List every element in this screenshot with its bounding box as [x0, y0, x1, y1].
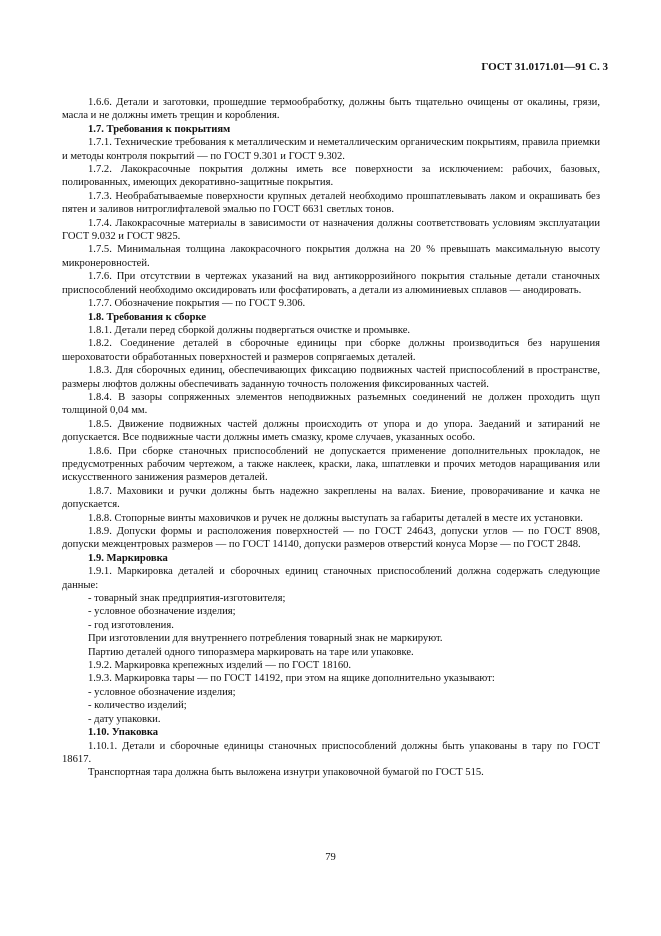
- paragraph: При изготовлении для внутреннего потребления товарный знак не маркируют.: [88, 633, 443, 645]
- paragraph: 1.7.7. Обозначение покрытия — по ГОСТ 9.306.: [88, 298, 306, 310]
- paragraph: 1.7.4. Лакокрасочные материалы в зависимости от назначения должны соответствовать условиям эксплуатации ГОСТ 9.032 и ГОСТ 9825.: [62, 217, 600, 243]
- paragraph: 1.9.1. Маркировка деталей и сборочных единиц станочных приспособлений должна содержать следующие данные:: [62, 566, 600, 591]
- paragraph: 1.8.6. При сборке станочных приспособлений не допускается применение дополнительных прокладок, не предусмотренных рабочим чертежом, а также наклеек, краски, лака, шпатлевки и прочих методов наращивания или искусственного занижения размеров деталей.: [62, 445, 600, 484]
- section-heading: 1.8. Требования к сборке: [88, 311, 207, 323]
- paragraph: 1.7.6. При отсутствии в чертежах указаний на вид антикоррозийного покрытия стальные детали станочных приспособлений необходимо оксидировать или фосфатировать, а детали из алюминиевых сплавов — анодировать.: [62, 271, 600, 296]
- list-item: - условное обозначение изделия;: [88, 606, 236, 618]
- paragraph: 1.7.2. Лакокрасочные покрытия должны иметь все поверхности за исключением: рабочих, базовых, полированных, имеющих декоративно-защитные покрытия.: [62, 164, 600, 189]
- paragraph: 1.8.7. Маховики и ручки должны быть надежно закреплены на валах. Биение, проворачивание и качка не допускается.: [62, 485, 600, 511]
- paragraph: Партию деталей одного типоразмера маркировать на таре или упаковке.: [88, 646, 414, 658]
- section-heading: 1.9. Маркировка: [88, 552, 168, 564]
- paragraph: 1.8.3. Для сборочных единиц, обеспечивающих фиксацию подвижных частей приспособлений в пространстве, размеры люфтов должны обеспечивать заданную точность положения фиксированных частей.: [62, 365, 600, 390]
- paragraph: 1.8.5. Движение подвижных частей должны происходить от упора и до упора. Заеданий и затираний не допускается. Все подвижные части должны иметь смазку, кроме случаев, указанных особо.: [62, 418, 600, 444]
- paragraph: 1.7.3. Необрабатываемые поверхности крупных деталей необходимо прошпатлевывать лаком и окрашивать без пятен и заливов нитроглифталевой эмалью по ГОСТ 6631 светлых тонов.: [62, 190, 600, 216]
- paragraph: 1.8.8. Стопорные винты маховичков и ручек не должны выступать за габариты деталей в месте их установки.: [88, 512, 583, 524]
- document-header-code: ГОСТ 31.0171.01—91 С. 3: [481, 61, 608, 73]
- paragraph: 1.7.5. Минимальная толщина лакокрасочного покрытия должна на 20 % превышать максимальную высоту микронеровностей.: [62, 244, 600, 269]
- list-item: - год изготовления.: [88, 619, 174, 631]
- list-item: - количество изделий;: [88, 700, 187, 712]
- list-item: - дату упаковки.: [88, 713, 161, 725]
- list-item: - товарный знак предприятия-изготовителя;: [88, 593, 286, 605]
- paragraph: 1.8.2. Соединение деталей в сборочные единицы при сборке должны производиться без нарушения шероховатости обработанных поверхностей и размеров сопрягаемых деталей.: [62, 338, 600, 363]
- list-item: - условное обозначение изделия;: [88, 686, 236, 698]
- section-heading: 1.10. Упаковка: [88, 727, 159, 739]
- paragraph: 1.8.1. Детали перед сборкой должны подвергаться очистке и промывке.: [88, 324, 411, 336]
- paragraph: 1.9.3. Маркировка тары — по ГОСТ 14192, при этом на ящике дополнительно указывают:: [88, 673, 495, 685]
- paragraph: 1.10.1. Детали и сборочные единицы станочных приспособлений должны быть упакованы в тару по ГОСТ 18617.: [62, 740, 600, 765]
- document-body: [62, 96, 600, 780]
- page-number: 79: [325, 852, 336, 863]
- paragraph: Транспортная тара должна быть выложена изнутри упаковочной бумагой по ГОСТ 515.: [88, 767, 484, 779]
- section-heading: 1.7. Требования к покрытиям: [88, 123, 231, 135]
- paragraph: 1.8.4. В зазоры сопряженных элементов неподвижных разъемных соединений не должен проходить щуп толщиной 0,04 мм.: [62, 391, 600, 417]
- paragraph: 1.8.9. Допуски формы и расположения поверхностей — по ГОСТ 24643, допуски углов — по ГОСТ 8908, допуски межцентровых размеров — по ГОСТ 14140, допуски размеров отверстий конуса Морзе — по ГОСТ 2848.: [62, 526, 600, 551]
- paragraph: 1.9.2. Маркировка крепежных изделий — по ГОСТ 18160.: [88, 660, 352, 672]
- paragraph: 1.6.6. Детали и заготовки, прошедшие термообработку, должны быть тщательно очищены от окалины, грязи, масла и не должны иметь трещин и коробления.: [62, 97, 600, 122]
- paragraph: 1.7.1. Технические требования к металлическим и неметаллическим органическим покрытиям, правила приемки и методы контроля покрытий — по ГОСТ 9.301 и ГОСТ 9.302.: [62, 137, 600, 162]
